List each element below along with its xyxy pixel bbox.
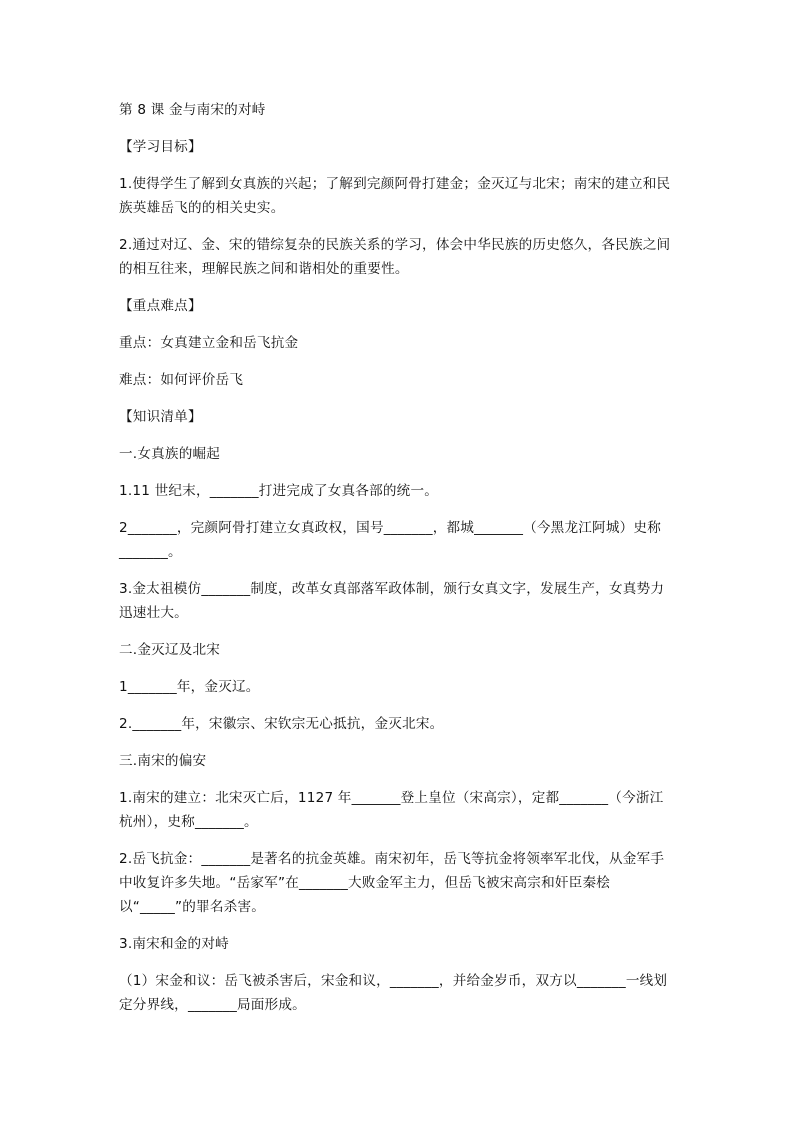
fill-in-item: 2.岳飞抗金：_______是著名的抗金英雄。南宋初年，岳飞等抗金将领率军北伐，从金军手中收复许多失地。“岳家军”在_______大败金军主力，但岳飞被宋高宗和奸臣秦桧以“_____”的罪名杀害。 (119, 851, 665, 915)
goal-paragraph: 1.使得学生了解到女真族的兴起；了解到完颜阿骨打建金；金灭辽与北宋；南宋的建立和民族英雄岳飞的的相关史实。 (119, 176, 671, 216)
fill-in-item: 3.金太祖模仿_______制度，改革女真部落军政体制，颁行女真文字，发展生产，女真势力迅速壮大。 (119, 581, 665, 621)
difficult-point: 难点：如何评价岳飞 (119, 372, 244, 388)
document-page (119, 98, 675, 1030)
fill-in-item: 1_______年，金灭辽。 (119, 679, 260, 695)
key-heading: 【重点难点】 (119, 298, 202, 314)
key-point: 重点：女真建立金和岳飞抗金 (119, 335, 299, 351)
fill-in-item: 2._______年，宋徽宗、宋钦宗无心抵抗，金灭北宋。 (119, 716, 444, 732)
knowledge-heading: 【知识清单】 (119, 409, 202, 425)
fill-in-item: （1）宋金和议：岳飞被杀害后，宋金和议，_______，并给金岁币，双方以_______一线划定分界线，_______局面形成。 (119, 973, 668, 1013)
lesson-title: 第 8 课 金与南宋的对峙 (119, 102, 266, 118)
goal-paragraph: 2.通过对辽、金、宋的错综复杂的民族关系的学习，体会中华民族的历史悠久，各民族之间的相互往来，理解民族之间和谐相处的重要性。 (119, 237, 671, 277)
fill-in-item: 1.11 世纪末，_______打进完成了女真各部的统一。 (119, 483, 439, 499)
goals-heading: 【学习目标】 (119, 139, 202, 155)
fill-in-item: 2_______，完颜阿骨打建立女真政权，国号_______，都城_______（今黑龙江阿城）史称_______。 (119, 520, 662, 560)
subsection-heading: 3.南宋和金的对峙 (119, 936, 229, 952)
section-heading: 三.南宋的偏安 (119, 753, 207, 769)
section-heading: 一.女真族的崛起 (119, 446, 221, 462)
section-heading: 二.金灭辽及北宋 (119, 642, 221, 658)
fill-in-item: 1.南宋的建立：北宋灭亡后，1127 年_______登上皇位（宋高宗），定都_______（今浙江杭州），史称_______。 (119, 790, 664, 830)
